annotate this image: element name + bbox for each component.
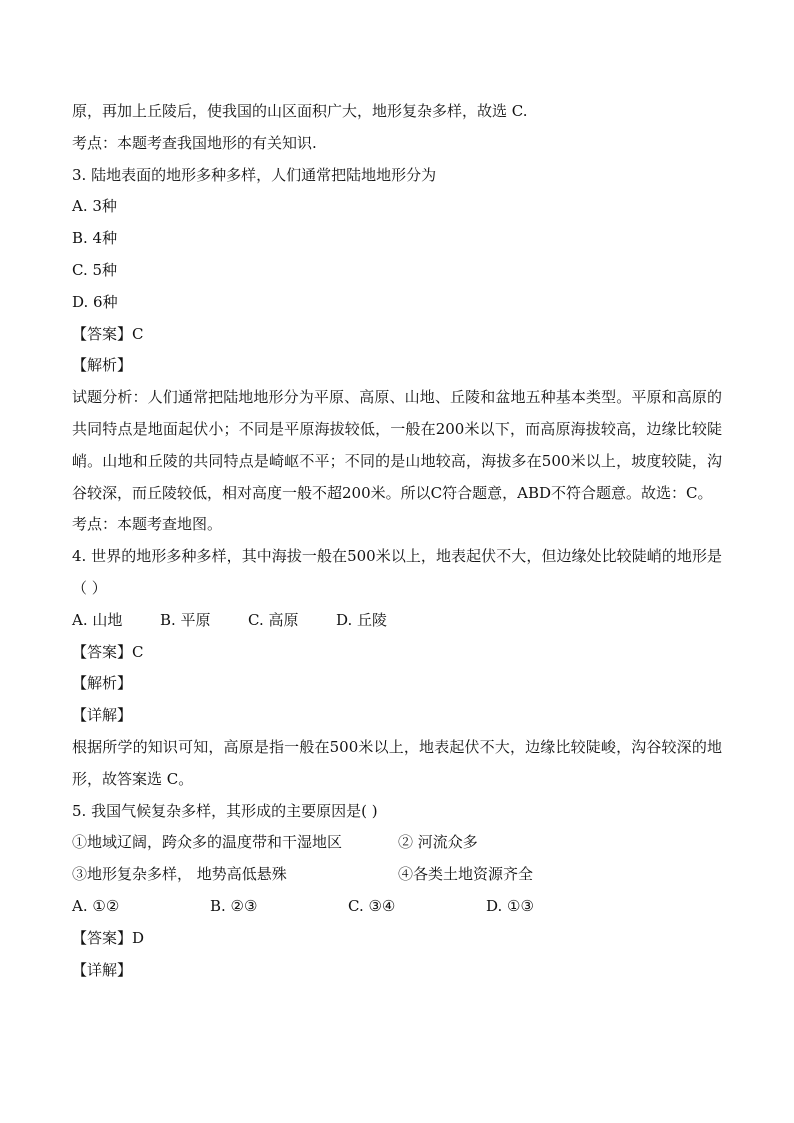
question-5-stem: 5. 我国气候复杂多样，其形成的主要原因是( ) <box>72 801 378 820</box>
question-3-option-d: D. 6种 <box>72 292 118 311</box>
question-5-statements-row-2 <box>72 859 722 891</box>
question-5-statement-4: ④各类土地资源齐全 <box>398 865 534 884</box>
question-4-option-c: C. 高原 <box>248 610 299 629</box>
question-5-statement-3: ③地形复杂多样， 地势高低悬殊 <box>72 865 287 884</box>
continued-text-line: 原，再加上丘陵后，使我国的山区面积广大，地形复杂多样，故选 C. <box>72 102 528 120</box>
question-4-option-b: B. 平原 <box>160 610 211 629</box>
question-3-option-b: B. 4种 <box>72 229 118 248</box>
question-5-option-a: A. ①② <box>72 896 120 915</box>
question-4-option-a: A. 山地 <box>72 610 123 629</box>
question-3-knowledge-point: 考点：本题考查地图。 <box>72 515 223 534</box>
question-4-answer: 【答案】C <box>72 642 144 661</box>
question-5-detail-label: 【详解】 <box>72 960 133 979</box>
question-3-stem: 3. 陆地表面的地形多种多样，人们通常把陆地地形分为 <box>72 165 437 184</box>
question-4-options <box>72 605 722 637</box>
question-5-option-c: C. ③④ <box>348 896 396 915</box>
document-page <box>72 96 722 986</box>
question-3-option-c: C. 5种 <box>72 260 118 279</box>
question-4-analysis-label: 【解析】 <box>72 674 133 693</box>
question-5-options <box>72 891 722 923</box>
knowledge-point-line: 考点：本题考查我国地形的有关知识. <box>72 133 317 152</box>
question-3-analysis-text: 试题分析：人们通常把陆地地形分为平原、高原、山地、丘陵和盆地五种基本类型。平原和高原的共同特点是地面起伏小；不同是平原海拔较低，一般在200米以下，而高原海拔较高，边缘比较陡峭。山地和丘陵的共同特点是崎岖不平；不同的是山地较高，海拔多在500米以上，坡度较陡，沟谷较深，而丘陵较低，相对高度一般不超200米。所以C符合题意，ABD不符合题意。故选：C。 <box>72 388 722 502</box>
question-3-analysis-label: 【解析】 <box>72 356 133 375</box>
question-5-answer: 【答案】D <box>72 928 145 947</box>
question-3-answer: 【答案】C <box>72 324 144 343</box>
question-4-detail-text: 根据所学的知识可知，高原是指一般在500米以上，地表起伏不大，边缘比较陡峻，沟谷较深的地形，故答案选 C。 <box>72 737 722 788</box>
question-3-option-a: A. 3种 <box>72 197 117 216</box>
question-4-detail-label: 【详解】 <box>72 706 133 725</box>
question-5-option-d: D. ①③ <box>486 896 534 915</box>
question-4-option-d: D. 丘陵 <box>336 610 388 629</box>
question-4-stem: 4. 世界的地形多种多样，其中海拔一般在500米以上，地表起伏不大，但边缘处比较陡峭的地形是（ ） <box>72 547 722 597</box>
question-5-statement-1: ①地域辽阔，跨众多的温度带和干湿地区 <box>72 833 343 852</box>
question-5-statements-row-1 <box>72 827 722 859</box>
question-5-statement-2: ② 河流众多 <box>398 833 478 852</box>
question-5-option-b: B. ②③ <box>210 896 258 915</box>
